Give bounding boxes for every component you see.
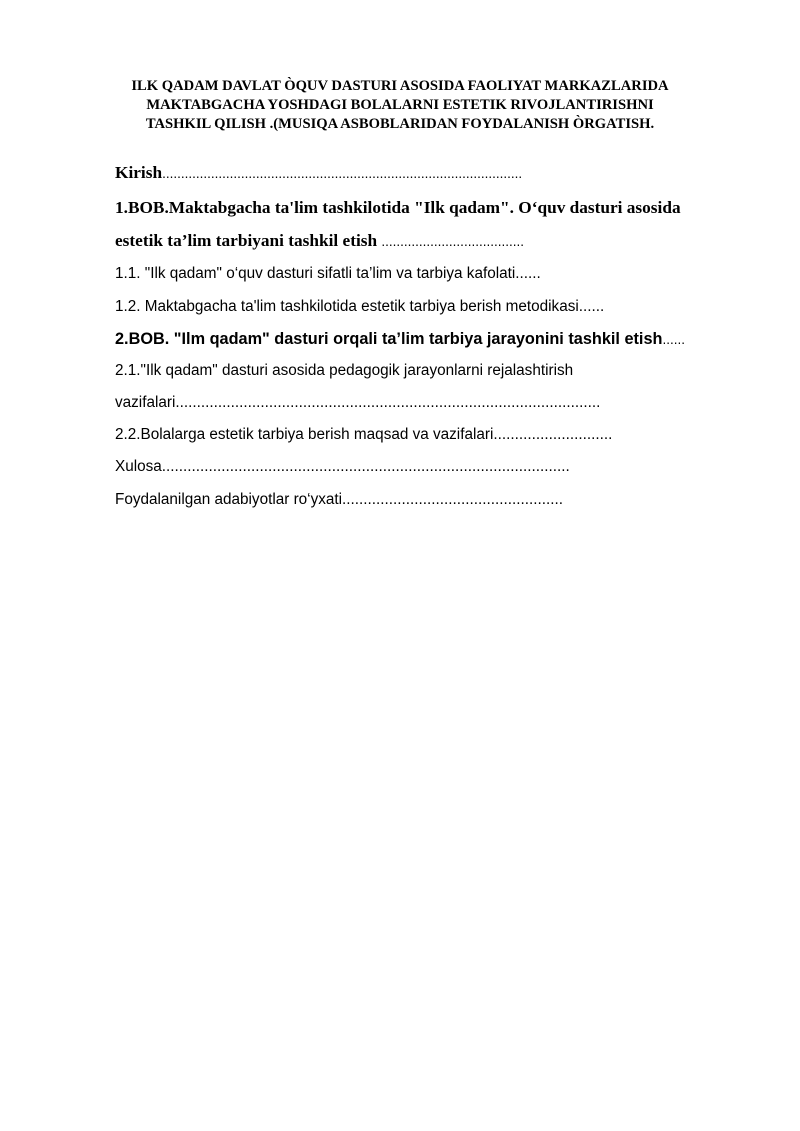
toc-entry-kirish (115, 162, 522, 185)
toc-entry-dots: ...................................... (381, 234, 524, 249)
toc-entry-chapter-1-cont (115, 230, 524, 253)
toc-entry-dots: ............................ (493, 426, 613, 443)
toc-entry-dots: ...... (578, 298, 605, 315)
toc-entry-text: vazifalari (115, 394, 176, 411)
toc-entry-2-2 (115, 424, 612, 446)
toc-entry-text: 1.1. "Ilk qadam" o‘quv dasturi sifatli ta’lim va tarbiya kafolati (115, 265, 516, 282)
toc-entry-2-1 (115, 360, 573, 382)
toc-entry-chapter-2 (115, 328, 685, 351)
toc-entry-chapter-1 (115, 197, 681, 219)
toc-entry-text: 1.2. Maktabgacha ta'lim tashkilotida estetik tarbiya berish metodikasi (115, 298, 579, 315)
toc-entry-text: 2.2.Bolalarga estetik tarbiya berish maqsad va vazifalari (115, 426, 494, 443)
toc-entry-1-2 (115, 296, 604, 318)
toc-entry-text: Kirish (115, 163, 163, 182)
toc-entry-text: estetik ta’lim tarbiyani tashkil etish (115, 231, 382, 250)
toc-entry-references (115, 489, 563, 511)
title-line-2: MAKTABGACHA YOSHDAGI BOLALARNI ESTETIK RIVOJLANTIRISHNI (146, 97, 654, 113)
toc-entry-dots: .................................................... (342, 491, 564, 508)
toc-entry-text: 2.1."Ilk qadam" dasturi asosida pedagogik jarayonlarni rejalashtirish (115, 362, 574, 379)
toc-entry-xulosa (115, 456, 570, 478)
toc-entry-dots: ...... (515, 265, 541, 282)
document-title (100, 77, 700, 134)
toc-entry-text: Xulosa (115, 458, 162, 475)
toc-entry-dots: .................................................................................................... (175, 394, 601, 411)
toc-entry-dots: ...... (662, 332, 685, 347)
title-line-3: TASHKIL QILISH .(MUSIQA ASBOBLARIDAN FOYDALANISH ÒRGATISH. (145, 116, 655, 132)
toc-entry-text: 2.BOB. "Ilm qadam" dasturi orqali ta’lim tarbiya jarayonini tashkil etish (115, 330, 663, 348)
toc-entry-1-1 (115, 263, 541, 285)
toc-entry-2-1-cont (115, 392, 600, 414)
toc-entry-text: 1.BOB.Maktabgacha ta'lim tashkilotida "Ilk qadam". O‘quv dasturi asosida (115, 198, 681, 217)
toc-entry-dots: ................................................................................................ (162, 166, 523, 181)
toc-entry-dots: ................................................................................................ (161, 458, 570, 475)
toc-entry-text: Foydalanilgan adabiyotlar ro‘yxati (115, 491, 343, 508)
title-line-1: ILK QADAM DAVLAT ÒQUV DASTURI ASOSIDA FAOLIYAT MARKAZLARIDA (131, 78, 669, 94)
